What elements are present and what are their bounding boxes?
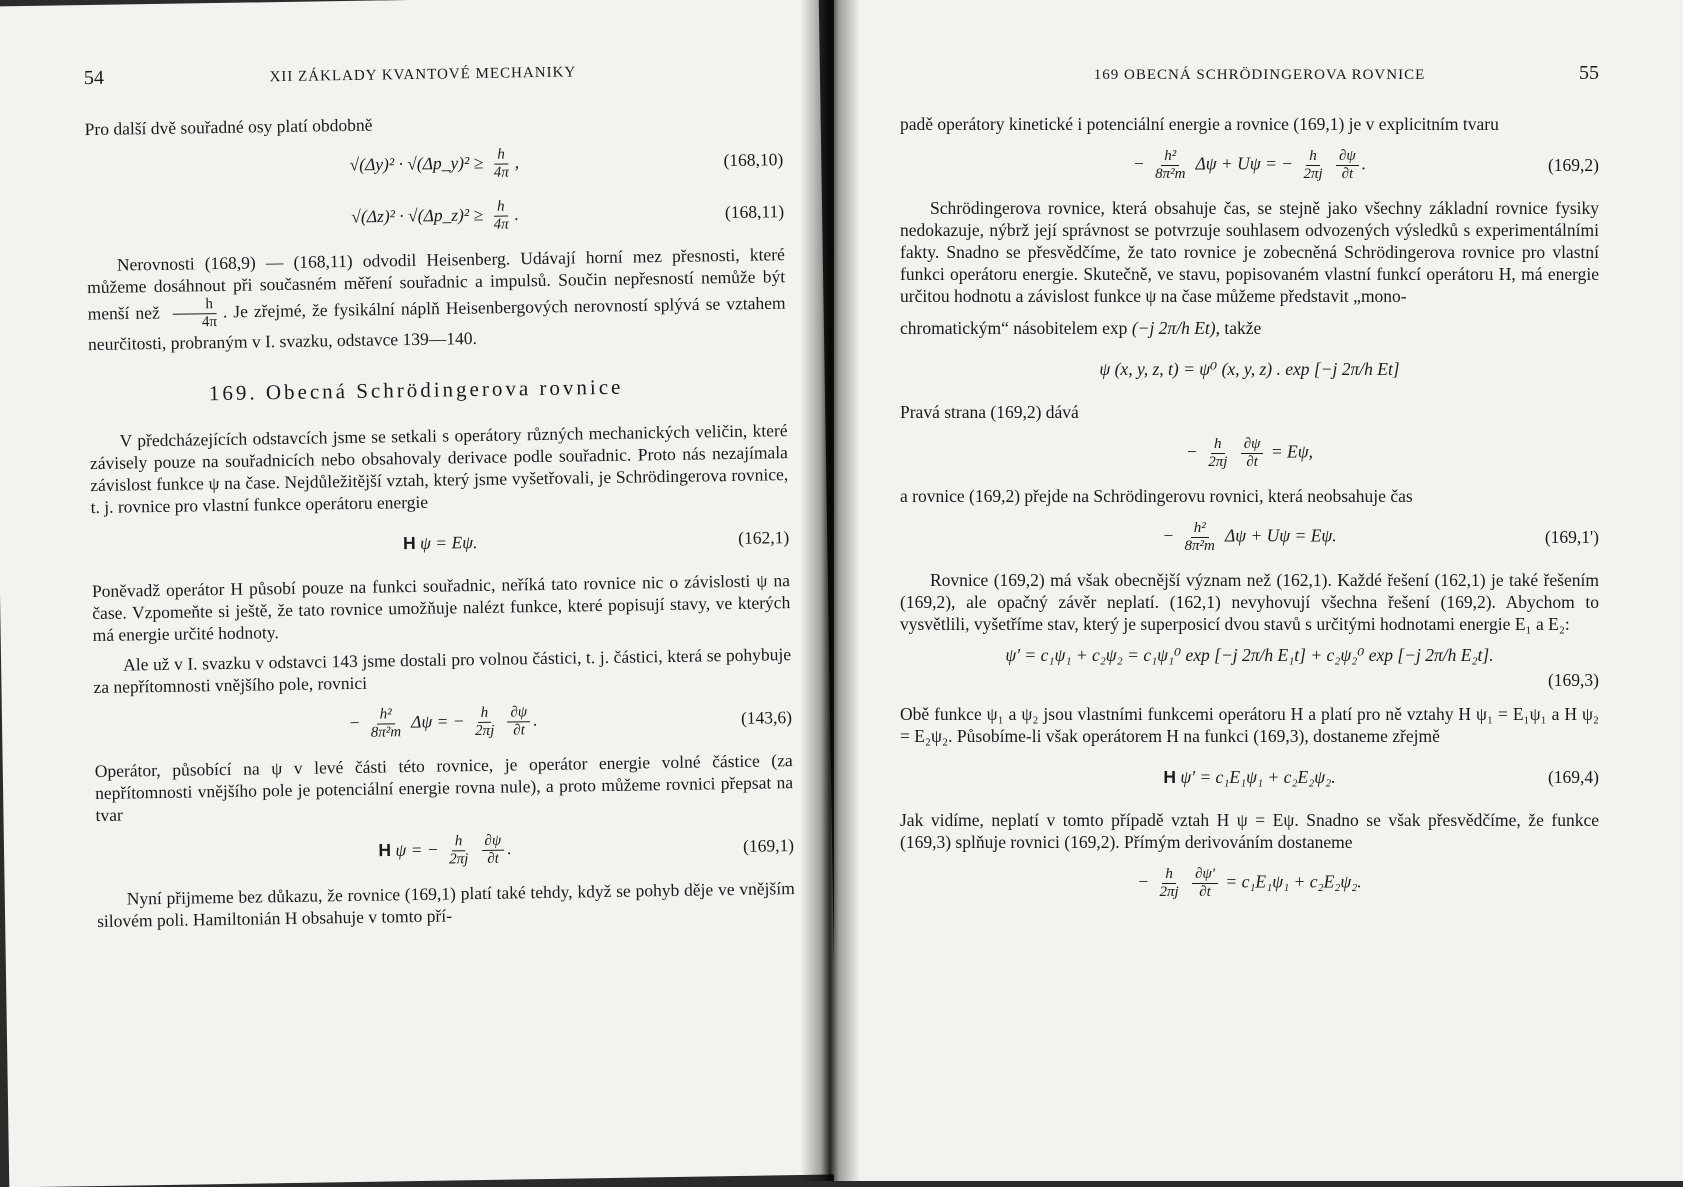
paragraph: chromatickým“ násobitelem exp (−j 2π/h Et), takže [900, 318, 1262, 338]
paragraph: Pro další dvě souřadné osy platí obdobně [84, 114, 373, 140]
equation-number: (169,3) [1547, 670, 1599, 690]
equation-162-1: H ψ = Eψ. (162,1) [402, 526, 790, 553]
equation-number: (168,10) [723, 148, 784, 170]
equation-168-10: √(Δy)² · √(Δp_y)² ≥ $\frac{h}{4\pi}$ , (168,10) [349, 146, 784, 181]
paragraph: Nerovnosti (168,9) — (168,11) odvodil Heisenberg. Udávají horní mez přesnosti, které můžeme dosáhnout při současném měření souřadnic a impulsů. Součin nepřesností nemůže být menší než $\frac{h}{4\pi}$ . Je zřejmé, že fysikální náplň Heisenbergových nerovností splývá se vztahem neurčitosti, probraným v I. svazku, odstavce 139—140. [87, 244, 786, 355]
paragraph: V předcházejících odstavcích jsme se setkali s operátory různých mechanických veličin, které závisely pouze na souřadnicích nebo obsahovaly derivace podle souřadnic. Proto nás nezajímala závislost funkce ψ na čase. Nejdůležitější vztah, který jsme vyšetřovali, je Schrödingerova rovnice, t. j. rovnice pro vlastní funkce operátoru energie [89, 420, 789, 518]
paragraph: Rovnice (169,2) má však obecnější význam než (162,1). Každé řešení (162,1) je také řešením (169,2), ale opačný závěr neplatí. (162,1) nevyhovují všechna řešení (169,2). Abychom to vysvětlili, vyšetříme stav, který je superposicí dvou stavů s určitými hodnotami energie E₁ a E₂: [900, 570, 1599, 634]
section-title-header: 169 OBECNÁ SCHRÖDINGEROVA ROVNICE [1093, 67, 1426, 83]
equation-number: (169,4) [1547, 766, 1599, 787]
paragraph: Poněvadž operátor H působí pouze na funkci souřadnic, neříká tato rovnice nic o závislosti ψ na čase. Vzpomeňte si ještě, že tato rovnice umožňuje nalézt funkce, které popisují stavy, ve kterých má energie určité hodnoty. [91, 570, 791, 646]
equation-169-3: ψ' = c₁ψ₁ + c₂ψ₂ = c₁ψ₁⁰ exp [−j 2π/h E₁t] + c₂ψ₂⁰ exp [−j 2π/h E₂t]. (169,3) [1005, 645, 1599, 690]
equation-number: (169,1) [742, 834, 795, 856]
equation-number: (143,6) [740, 706, 793, 728]
paragraph: Nyní přijmeme bez důkazu, že rovnice (169,1) platí také tehdy, když se pohyb děje ve vnějším silovém poli. Hamiltonián H obsahuje v tomto pří- [96, 878, 795, 932]
page-number: 54 [83, 66, 105, 90]
equation-derivative: − $\frac{h}{2\pi j}$ $\frac{\partial\psi'}{\partial t}$ = c₁E₁ψ₁ + c₂E₂ψ₂. [1137, 865, 1362, 900]
page-number: 55 [1579, 62, 1599, 84]
equation-169-1: H ψ = − $\frac{h}{2\pi j}$ $\frac{\partial\psi}{\partial t}$ . (169,1) [378, 832, 795, 867]
paragraph: a rovnice (169,2) přejde na Schrödingerovu rovnici, která neobsahuje čas [900, 486, 1413, 506]
paragraph: padě operátory kinetické i potenciální energie a rovnice (169,1) je v explicitním tvaru [900, 114, 1499, 134]
equation-number: (169,2) [1547, 154, 1599, 175]
paragraph: Schrödingerova rovnice, která obsahuje čas, se stejně jako všechny základní rovnice fysiky nedokazuje, nýbrž její správnost se potvrzuje souhlasem odvozených výsledků s experimentálními fakty. Snadno se přesvědčíme, že tato rovnice je zobecněná Schrödingerova rovnice pro vlastní funkci operátoru energie. Skutečně, ve stavu, popisovaném vlastní funkcí operátoru H, má energie určitou hodnotu a závislost funkce ψ na čase můžeme představit „mono- [900, 198, 1599, 306]
equation-number: (168,11) [724, 200, 785, 222]
running-head [84, 56, 782, 90]
equation-169-2: − $\frac{\text{h²}}{\text{8π²m}}$ Δψ + Uψ = − $\frac{h}{2\pi j}$ $\frac{\partial\psi}{\partial t}$ . (169,2) [1132, 147, 1599, 182]
equation-right-side: − $\frac{h}{2\pi j}$ $\frac{\partial\psi}{\partial t}$ = Eψ, [1186, 435, 1313, 470]
paragraph: Pravá strana (169,2) dává [900, 402, 1079, 422]
paragraph: Ale už v I. svazku v odstavci 143 jsme dostali pro volnou částici, t. j. částici, která se pohybuje za nepřítomnosti vnějšího pole, rovnici [93, 644, 792, 698]
section-heading: 169. Obecná Schrödingerova rovnice [208, 374, 624, 406]
running-head [900, 62, 1599, 85]
right-page [834, 0, 1683, 1181]
equation-number: (162,1) [738, 526, 790, 548]
equation-168-11: √(Δz)² · √(Δp_z)² ≥ $\frac{h}{4\pi}$ . (168,11) [351, 198, 785, 233]
paragraph: Operátor, působící na ψ v levé části této rovnice, je operátor energie volné částice (za nepřítomnosti vnějšího pole je potenciální energie rovna nule), a proto můžeme rovnici přepsat na tvar [94, 750, 794, 826]
left-page [0, 0, 837, 1187]
equation-number: (169,1') [1544, 526, 1599, 547]
equation-169-4: H ψ' = c₁E₁ψ₁ + c₂E₂ψ₂. (169,4) [1163, 766, 1599, 787]
equation-psi: ψ (x, y, z, t) = ψ⁰ (x, y, z) . exp [−j 2π/h Et] [1099, 358, 1400, 379]
chapter-title: XII ZÁKLADY KVANTOVÉ MECHANIKY [269, 64, 577, 86]
paragraph: Jak vidíme, neplatí v tomto případě vztah H ψ = Eψ. Snadno se však přesvědčíme, že funkce (169,3) splňuje rovnici (169,2). Přímým derivováním dostaneme [900, 810, 1599, 852]
paragraph: Obě funkce ψ₁ a ψ₂ jsou vlastními funkcemi operátoru H a platí pro ně vztahy H ψ₁ = E₁ψ₁ a H ψ₂ = E₂ψ₂. Působíme-li však operátorem H na funkci (169,3), dostaneme zřejmě [900, 704, 1599, 746]
equation-169-1-prime: − $\frac{\text{h²}}{\text{8π²m}}$ Δψ + Uψ = Eψ. (169,1') [1162, 519, 1599, 554]
equation-143-6: − $\frac{\text{h²}}{\text{8π²m}}$ Δψ = − $\frac{h}{2\pi j}$ $\frac{\partial\psi}{\partial t}$ . (143,6) [348, 703, 793, 741]
